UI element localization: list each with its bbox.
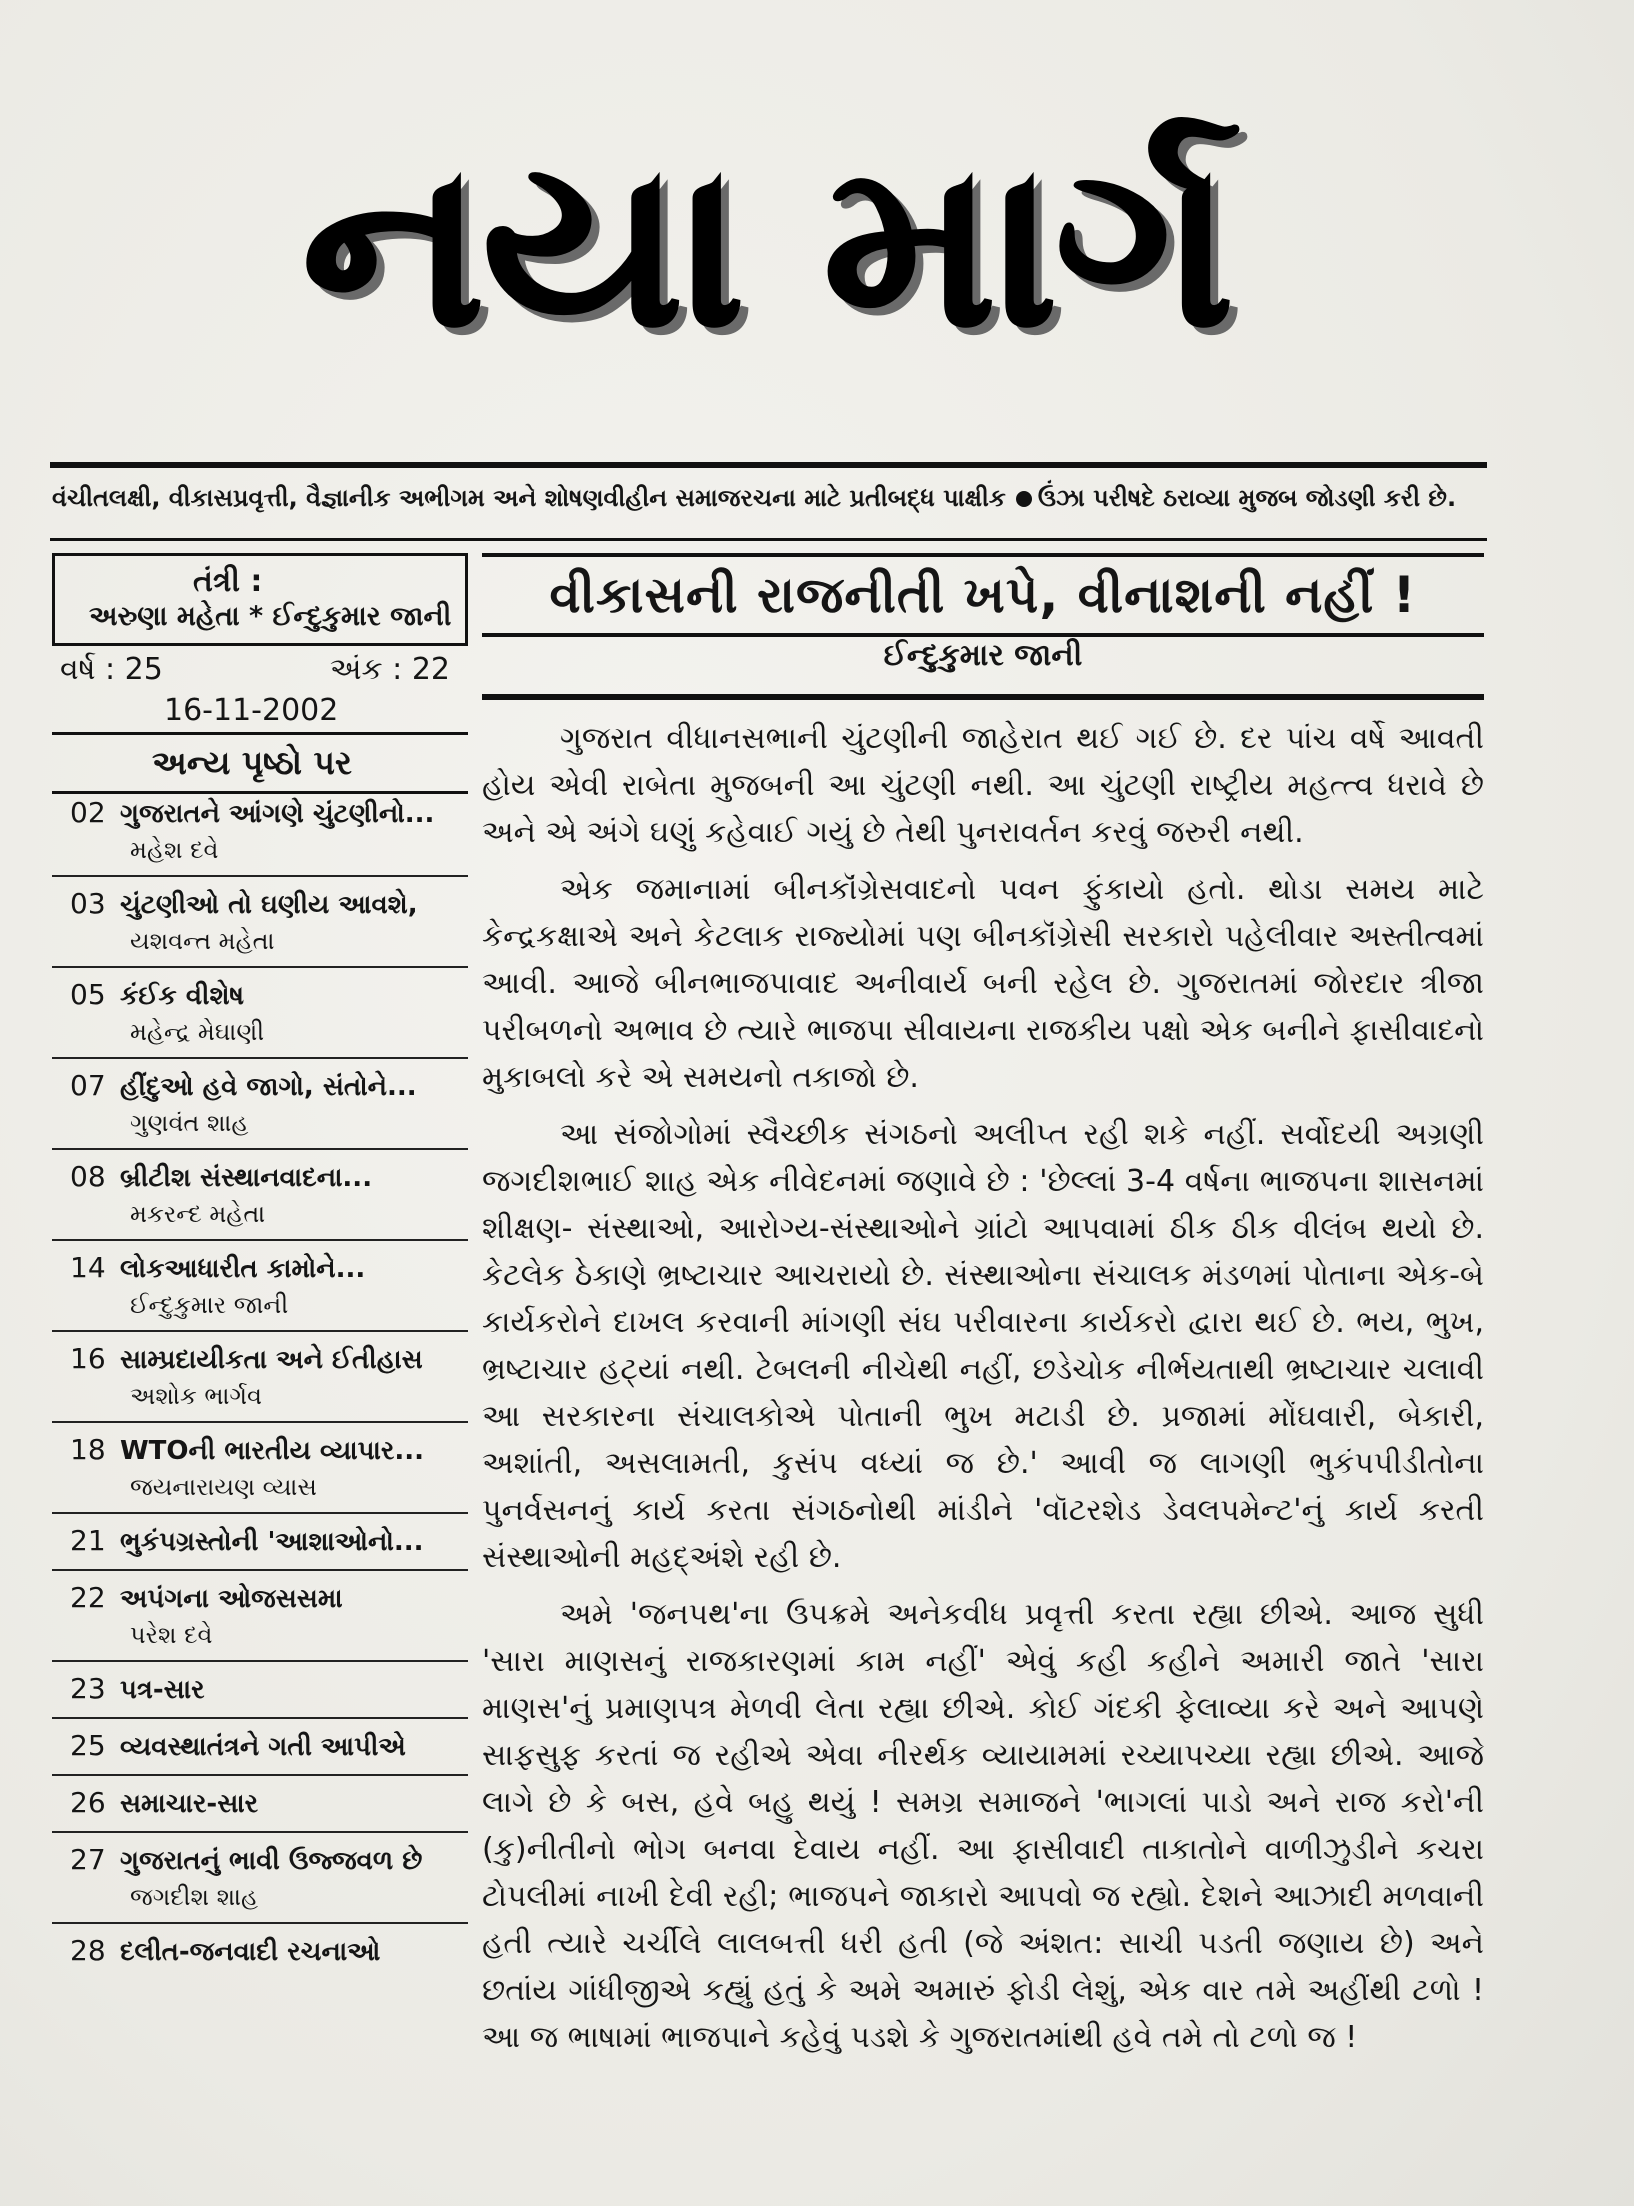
toc-title: દલીત-જનવાદી રચનાઓ	[120, 1937, 381, 1967]
toc-title: પત્ર-સાર	[120, 1675, 205, 1705]
toc-page-number: 28	[70, 1934, 106, 1967]
toc-entry	[52, 1067, 468, 1106]
toc-author: મહેશ દવે	[130, 836, 219, 864]
toc-divider	[52, 1660, 468, 1662]
tagline-right: ઉંઝા પરીષદે ઠરાવ્યા મુજબ જોડણી કરી છે.	[1037, 484, 1457, 512]
toc-divider	[52, 1569, 468, 1571]
toc-item	[52, 885, 468, 968]
toc-entry	[52, 885, 468, 924]
toc-item	[52, 1841, 468, 1924]
toc-title: ગુજરાતને આંગણે ચુંટણીનો...	[120, 799, 435, 829]
toc-title: વ્યવસ્થાતંત્રને ગતી આપીએ	[120, 1732, 406, 1762]
toc-item	[52, 1522, 468, 1571]
toc-page-number: 07	[70, 1069, 106, 1102]
toc-title: સમાચાર-સાર	[120, 1789, 259, 1819]
toc-item	[52, 794, 468, 877]
other-pages-heading: અન્ય પૃષ્ઠો પર	[152, 743, 352, 782]
toc-item	[52, 1727, 468, 1776]
toc-entry	[52, 1522, 468, 1561]
toc-divider	[52, 1922, 468, 1924]
toc-item	[52, 1431, 468, 1514]
toc-entry	[52, 794, 468, 833]
toc-divider	[52, 1421, 468, 1423]
toc-title: સામ્પ્રદાયીકતા અને ઈતીહાસ	[120, 1345, 423, 1375]
article-paragraph: ગુજરાત વીધાનસભાની ચુંટણીની જાહેરાત થઈ ગઈ છે. દર પાંચ વર્ષે આવતી હોય એવી રાબેતા મુજબની આ ચુંટણી નથી. આ ચુંટણી રાષ્ટ્રીય મહત્ત્વ ધરાવે છે અને એ અંગે ઘણું કહેવાઈ ગયું છે તેથી પુનરાવર્તન કરવું જરુરી નથી.	[482, 721, 1484, 850]
headline-box	[482, 553, 1484, 637]
toc-title: હીંદુઓ હવે જાગો, સંતોને...	[120, 1072, 417, 1102]
toc-divider	[52, 1774, 468, 1776]
toc-page-number: 25	[70, 1729, 106, 1762]
toc-page-number: 14	[70, 1251, 106, 1284]
toc-item	[52, 1249, 468, 1332]
toc-page-number: 22	[70, 1581, 106, 1614]
toc-entry	[52, 1431, 468, 1470]
toc-title: લોકઆધારીત કામોને...	[120, 1254, 366, 1284]
toc-page-number: 21	[70, 1524, 106, 1557]
toc-author: જગદીશ શાહ	[130, 1883, 259, 1911]
toc-entry	[52, 1932, 468, 1971]
byline-rule	[482, 694, 1484, 700]
toc-author: યશવન્ત મહેતા	[130, 927, 275, 955]
toc-title: બ્રીટીશ સંસ્થાનવાદના...	[120, 1163, 373, 1193]
toc-divider	[52, 1148, 468, 1150]
toc-author: ઈન્દુકુમાર જાની	[130, 1291, 289, 1319]
toc-author: મકરન્દ મહેતા	[130, 1200, 266, 1228]
toc-author: અશોક ભાર્ગવ	[130, 1382, 262, 1410]
toc-author: પરેશ દવે	[130, 1621, 213, 1649]
bullet-icon	[1016, 491, 1032, 507]
toc-item	[52, 976, 468, 1059]
toc-item	[52, 1340, 468, 1423]
editor-label: તંત્રી :	[193, 564, 263, 599]
toc-divider	[52, 1239, 468, 1241]
toc-entry	[52, 1158, 468, 1197]
article-paragraph: એક જમાનામાં બીનકૉંગ્રેસવાદનો પવન ફુંકાયો હતો. થોડા સમય માટે કેન્દ્રકક્ષાએ અને કેટલાક રાજ્યોમાં પણ બીનકૉંગ્રેસી સરકારો પહેલીવાર અસ્તીત્વમાં આવી. આજે બીનભાજપાવાદ અનીવાર્ય બની રહેલ છે. ગુજરાતમાં જોરદાર ત્રીજા પરીબળનો અભાવ છે ત્યારે ભાજપા સીવાયના રાજકીય પક્ષો એક બનીને ફાસીવાદનો મુકાબલો કરે એ સમયનો તકાજો છે.	[482, 872, 1484, 1095]
toc-title: ભુકંપગ્રસ્તોની 'આશાઓનો...	[120, 1527, 424, 1557]
toc-entry	[52, 1841, 468, 1880]
article-byline: ઈન્દુકુમાર જાની	[883, 638, 1083, 673]
toc-entry	[52, 976, 468, 1015]
toc-item	[52, 1158, 468, 1241]
toc-title: ગુજરાતનું ભાવી ઉજ્જવળ છે	[120, 1846, 423, 1876]
toc-item	[52, 1067, 468, 1150]
toc-author: જયનારાયણ વ્યાસ	[130, 1473, 317, 1501]
toc-item	[52, 1670, 468, 1719]
toc-entry	[52, 1784, 468, 1823]
toc-title: WTOની ભારતીય વ્યાપાર...	[120, 1436, 424, 1466]
tagline-rule	[50, 538, 1487, 541]
toc-page-number: 03	[70, 887, 106, 920]
toc-item	[52, 1932, 468, 1971]
toc-page-number: 08	[70, 1160, 106, 1193]
toc-page-number: 23	[70, 1672, 106, 1705]
article-paragraph: આ સંજોગોમાં સ્વૈચ્છીક સંગઠનો અલીપ્ત રહી શકે નહીં. સર્વોદયી અગ્રણી જગદીશભાઈ શાહ એક નીવેદનમાં જણાવે છે : 'છેલ્લાં 3-4 વર્ષના ભાજપના શાસનમાં શીક્ષણ- સંસ્થાઓ, આરોગ્ય-સંસ્થાઓને ગ્રાંટો આપવામાં ઠીક ઠીક વીલંબ થયો છે. કેટલેક ઠેકાણે ભ્રષ્ટાચાર આચરાયો છે. સંસ્થાઓના સંચાલક મંડળમાં પોતાના એક-બે કાર્યકરોને દાખલ કરવાની માંગણી સંઘ પરીવારના કાર્યકરો દ્વારા થઈ છે. ભય, ભુખ, ભ્રષ્ટાચાર હટ્યાં નથી. ટેબલની નીચેથી નહીં, છડેચોક નીર્ભયતાથી ભ્રષ્ટાચાર ચલાવી આ સરકારના સંચાલકોએ પોતાની ભુખ મટાડી છે. પ્રજામાં મોંઘવારી, બેકારી, અશાંતી, અસલામતી, કુસંપ વધ્યાં જ છે.' આવી જ લાગણી ભુકંપપીડીતોના પુનર્વસનનું કાર્ય કરતા સંગઠનોથી માંડીને 'વૉટરશેડ ડેવલપમેન્ટ'નું કાર્ય કરતી સંસ્થાઓની મહદ્અંશે રહી છે.	[482, 1117, 1484, 1575]
editor-box	[52, 553, 468, 646]
toc-title: ચુંટણીઓ તો ઘણીય આવશે,	[120, 890, 418, 920]
toc-entry	[52, 1340, 468, 1379]
toc-entry	[52, 1249, 468, 1288]
toc-page-number: 18	[70, 1433, 106, 1466]
issue-date: 16-11-2002	[164, 693, 339, 728]
article-headline: વીકાસની રાજનીતી ખપે, વીનાશની નહીં !	[549, 565, 1417, 624]
article-body	[482, 715, 1484, 2071]
toc-divider	[52, 875, 468, 877]
toc-divider	[52, 1831, 468, 1833]
editor-names: અરુણા મહેતા * ઈન્દુકુમાર જાની	[89, 601, 452, 632]
toc-divider	[52, 1330, 468, 1332]
toc-entry	[52, 1670, 468, 1709]
toc-page-number: 05	[70, 978, 106, 1011]
masthead-title: નયા માર્ગ	[300, 110, 1230, 379]
toc-divider	[52, 966, 468, 968]
issue-label: અંક : 22	[329, 652, 450, 687]
sidebar	[52, 553, 468, 1971]
toc-page-number: 02	[70, 796, 106, 829]
toc-page-number: 16	[70, 1342, 106, 1375]
tagline-left: વંચીતલક્ષી, વીકાસપ્રવૃત્તી, વૈજ્ઞાનીક અભીગમ અને શોષણવીહીન સમાજરચના માટે પ્રતીબદ્ધ પાક્ષીક	[52, 484, 1006, 512]
toc-divider	[52, 1717, 468, 1719]
toc-title: અપંગના ઓજસસમા	[120, 1584, 343, 1614]
toc-author: ગુણવંત શાહ	[130, 1109, 249, 1137]
table-of-contents	[52, 794, 468, 1971]
toc-divider	[52, 1512, 468, 1514]
toc-entry	[52, 1579, 468, 1618]
article-paragraph: અમે 'જનપથ'ના ઉપક્રમે અનેકવીધ પ્રવૃત્તી કરતા રહ્યા છીએ. આજ સુધી 'સારા માણસનું રાજકારણમાં કામ નહીં' એવું કહી કહીને અમારી જાતે 'સારા માણસ'નું પ્રમાણપત્ર મેળવી લેતા રહ્યા છીએ. કોઈ ગંદકી ફેલાવ્યા કરે અને આપણે સાફસુફ કરતાં જ રહીએ એવા નીરર્થક વ્યાયામમાં રચ્યાપચ્યા રહ્યા છીએ. આજે લાગે છે કે બસ, હવે બહુ થયું ! સમગ્ર સમાજને 'ભાગલાં પાડો અને રાજ કરો'ની (કુ)નીતીનો ભોગ બનવા દેવાય નહીં. આ ફાસીવાદી તાકાતોને વાળીઝુડીને કચરા ટોપલીમાં નાખી દેવી રહી; ભાજપને જાકારો આપવો જ રહ્યો. દેશને આઝાદી મળવાની હતી ત્યારે ચર્ચીલે લાલબત્તી ધરી હતી (જે અંશત: સાચી પડતી જણાય છે) અને છતાંય ગાંધીજીએ કહ્યું હતું કે અમે અમારું ફોડી લેશું, એક વાર તમે અહીંથી ટળો ! આ જ ભાષામાં ભાજપાને કહેવું પડશે કે ગુજરાતમાંથી હવે તમે તો ટળો જ !	[482, 1597, 1484, 2055]
masthead	[175, 80, 1355, 410]
year-label: વર્ષ : 25	[60, 652, 163, 687]
toc-divider	[52, 1057, 468, 1059]
toc-page-number: 26	[70, 1786, 106, 1819]
toc-item	[52, 1579, 468, 1662]
toc-page-number: 27	[70, 1843, 106, 1876]
toc-title: કંઈક વીશેષ	[120, 981, 245, 1011]
toc-entry	[52, 1727, 468, 1766]
masthead-rule	[50, 462, 1487, 468]
toc-author: મહેન્દ્ર મેઘાણી	[130, 1018, 265, 1046]
issue-info	[52, 646, 468, 687]
toc-item	[52, 1784, 468, 1833]
tagline	[52, 484, 1492, 512]
